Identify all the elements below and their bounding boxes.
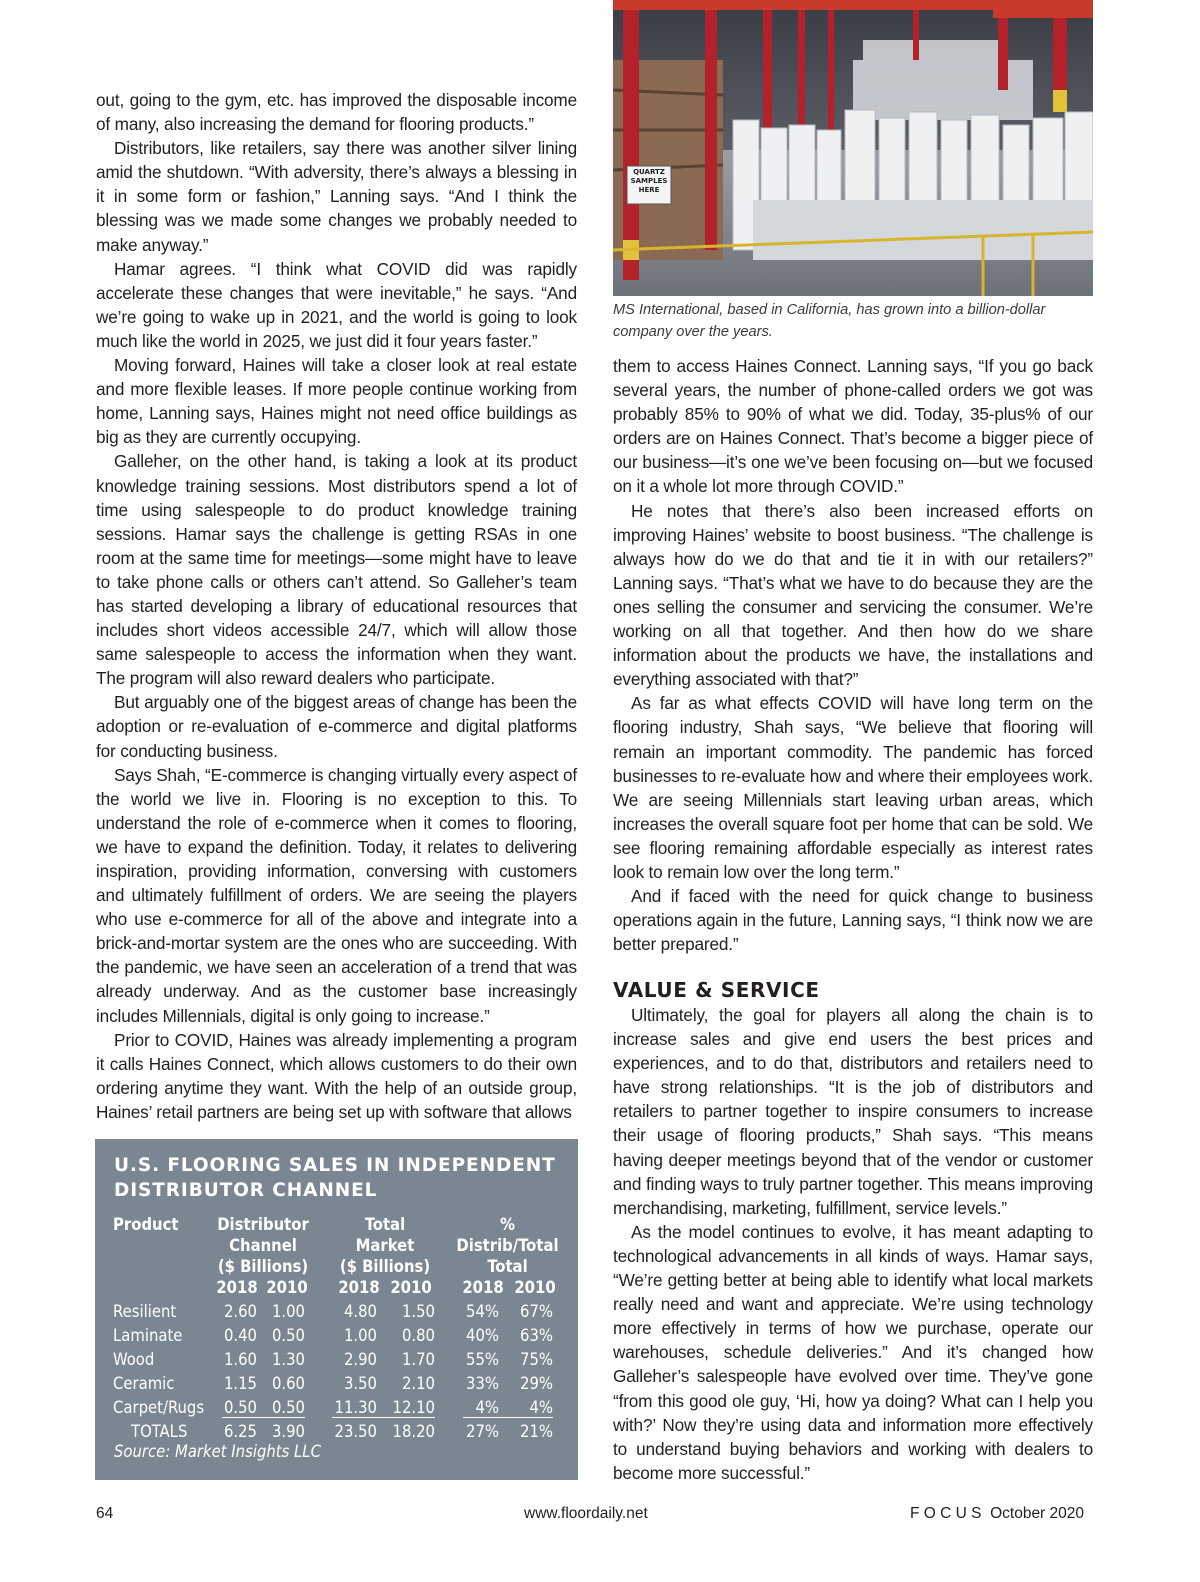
sum-rule bbox=[463, 1417, 553, 1418]
section-heading: VALUE & SERVICE bbox=[613, 978, 820, 1002]
photo-caption: MS International, based in California, has grown into a billion-dollar company over the years. bbox=[613, 302, 1046, 340]
row-value: 1.00 bbox=[343, 1326, 377, 1345]
header-percent: Distrib/Total bbox=[456, 1236, 559, 1255]
paragraph: Says Shah, “E-commerce is changing virtually every aspect of the world we live in. Flooring is no exception to this. To understand the role of e-commerce when it comes to flooring, we have to expand the definition. Today, it relates to delivering inspiration, providing information, conversing with customers and ultimately fulfillment of orders. We are seeing the players who use e-commerce for all of the above and integrate into a brick-and-mortar system are the ones who are succeeding. With the pandemic, we have seen an acceleration of a trend that was already underway. And as the customer base increasingly includes Millennials, digital is only going to increase.” bbox=[96, 764, 577, 1026]
sum-rule bbox=[222, 1417, 305, 1418]
article-right-column-top bbox=[613, 354, 1093, 956]
row-value: 63% bbox=[520, 1326, 553, 1345]
totals-value: 23.50 bbox=[334, 1422, 377, 1441]
paragraph: And if faced with the need for quick change to business operations again in the future, Lanning says, “I think now we are better prepared.” bbox=[613, 886, 1093, 955]
row-product: Carpet/Rugs bbox=[113, 1398, 205, 1417]
quartz-samples-sign: QUARTZ SAMPLES HERE bbox=[630, 168, 668, 194]
row-value: 40% bbox=[466, 1326, 499, 1345]
row-value: 4% bbox=[529, 1398, 553, 1417]
warehouse-photo bbox=[613, 0, 1093, 296]
paragraph: He notes that there’s also been increased efforts on improving Haines’ website to boost business. “The challenge is always how do we do that and tie it in with our retailers?” Lanning says. “That’s what we have to do because they are the ones selling the consumer and servicing the consumer. We’re working on all that together. And then how do we share information about the products we have, the installations and everything associated with that?” bbox=[613, 500, 1093, 690]
row-product: Laminate bbox=[113, 1326, 183, 1345]
table-title-line: DISTRIBUTOR CHANNEL bbox=[114, 1180, 378, 1201]
header-year: 2018 bbox=[338, 1278, 380, 1297]
paragraph: out, going to the gym, etc. has improved the disposable income of many, also increasing the demand for flooring products.” bbox=[96, 90, 577, 135]
row-value: 33% bbox=[466, 1374, 499, 1393]
paragraph: them to access Haines Connect. Lanning says, “If you go back several years, the number of phone-called orders we got was probably 85% to 90% of what we did. Today, 35-plus% of our orders are on Haines Connect. That’s become a bigger piece of our business—it’s one we’ve been focusing on—but we focused on it a whole lot more through COVID.” bbox=[613, 356, 1093, 497]
row-value: 2.60 bbox=[223, 1302, 257, 1321]
row-value: 0.50 bbox=[271, 1398, 305, 1417]
header-year: 2010 bbox=[390, 1278, 432, 1297]
website-link[interactable]: www.floordaily.net bbox=[524, 1505, 648, 1522]
paragraph: Distributors, like retailers, say there was another silver lining amid the shutdown. “With adversity, there’s always a blessing in it in some form or fashion,” Lanning says. “And I think the blessing was we made some changes we probably needed to make anyway.” bbox=[96, 138, 577, 255]
row-value: 54% bbox=[466, 1302, 499, 1321]
article-right-column-bottom bbox=[613, 1003, 1093, 1485]
row-value: 2.10 bbox=[401, 1374, 435, 1393]
row-value: 0.50 bbox=[223, 1398, 257, 1417]
paragraph: Moving forward, Haines will take a closer look at real estate and more flexible leases. If more people continue working from home, Lanning says, Haines might not need office buildings as big as they are currently occupying. bbox=[96, 355, 577, 448]
row-product: Wood bbox=[113, 1350, 155, 1369]
row-value: 2.90 bbox=[343, 1350, 377, 1369]
header-year: 2010 bbox=[514, 1278, 556, 1297]
row-value: 55% bbox=[466, 1350, 499, 1369]
paragraph: As the model continues to evolve, it has meant adapting to technological advancements in all kinds of ways. Hamar says, “We’re getting better at being able to identify what local markets really need and want and appreciate. We’re using technology more effectively in terms of how we purchase, operate our warehouses, schedule deliveries.” And it’s changed how Galleher’s salespeople have evolved over time. They’ve gone “from this good ole guy, ‘Hi, how ya doing? What can I help you with?’ Now they’re using data and information more effectively to understand buying behaviors and working with dealers to become more successful.” bbox=[613, 1221, 1093, 1483]
totals-value: 21% bbox=[520, 1422, 553, 1441]
row-value: 1.50 bbox=[401, 1302, 435, 1321]
row-value: 3.50 bbox=[343, 1374, 377, 1393]
row-product: Ceramic bbox=[113, 1374, 175, 1393]
header-distributor: Distributor bbox=[217, 1215, 309, 1234]
totals-value: 6.25 bbox=[223, 1422, 257, 1441]
table-title bbox=[114, 1153, 564, 1203]
paragraph: But arguably one of the biggest areas of change has been the adoption or re-evaluation of e-commerce and digital platforms for conducting business. bbox=[96, 692, 577, 761]
row-value: 75% bbox=[520, 1350, 553, 1369]
header-year: 2018 bbox=[216, 1278, 258, 1297]
row-value: 11.30 bbox=[334, 1398, 377, 1417]
paragraph: Hamar agrees. “I think what COVID did was rapidly accelerate these changes that were inevitable,” he says. “And we’re going to wake up in 2021, and the world is going to look much like the world in 2025, we just did it four years faster.” bbox=[96, 258, 577, 351]
row-value: 0.80 bbox=[401, 1326, 435, 1345]
header-percent: Total bbox=[487, 1257, 528, 1276]
header-market: Market bbox=[355, 1236, 415, 1255]
header-distributor: ($ Billions) bbox=[217, 1257, 309, 1276]
header-distributor: Channel bbox=[229, 1236, 297, 1255]
header-year: 2010 bbox=[266, 1278, 308, 1297]
header-product: Product bbox=[113, 1215, 179, 1234]
row-value: 12.10 bbox=[392, 1398, 435, 1417]
table-title-line: U.S. FLOORING SALES IN INDEPENDENT bbox=[114, 1155, 556, 1176]
table-source: Source: Market Insights LLC bbox=[114, 1442, 321, 1461]
row-value: 1.60 bbox=[223, 1350, 257, 1369]
paragraph: Ultimately, the goal for players all along the chain is to increase sales and give end users the best prices and experiences, and to do that, distributors and retailers need to have strong relationships. “It is the job of distributors and retailers to partner together to inspire consumers to increase their usage of flooring products,” Shah says. “This means having deeper meetings beyond that of the vendor or customer and finding ways to truly partner together. This means improving merchandising, marketing, fulfillment, service levels.” bbox=[613, 1005, 1093, 1218]
row-value: 0.40 bbox=[223, 1326, 257, 1345]
page-number: 64 bbox=[96, 1505, 114, 1522]
totals-value: 27% bbox=[466, 1422, 499, 1441]
row-value: 0.50 bbox=[271, 1326, 305, 1345]
totals-value: 18.20 bbox=[392, 1422, 435, 1441]
header-market: ($ Billions) bbox=[339, 1257, 431, 1276]
article-left-column bbox=[96, 88, 577, 1124]
header-percent: % bbox=[500, 1215, 515, 1234]
totals-value: 3.90 bbox=[271, 1422, 305, 1441]
row-value: 4% bbox=[475, 1398, 499, 1417]
row-value: 4.80 bbox=[343, 1302, 377, 1321]
row-value: 1.70 bbox=[401, 1350, 435, 1369]
paragraph: Galleher, on the other hand, is taking a look at its product knowledge training sessions. Most distributors spend a lot of time using salespeople to do product knowledge training sessions. Hamar says the challenge is getting RSAs in one room at the same time for meetings—some might have to leave to take phone calls or others can’t attend. So Galleher’s team has started developing a library of educational resources that includes short videos accessible 24/7, which will allow those same salespeople to access the information when they want. The program will also reward dealers who participate. bbox=[96, 451, 577, 689]
row-value: 1.30 bbox=[271, 1350, 305, 1369]
row-value: 29% bbox=[520, 1374, 553, 1393]
issue-label: F O C U S October 2020 bbox=[910, 1505, 1085, 1522]
header-market: Total bbox=[364, 1215, 406, 1234]
totals-label: TOTALS bbox=[131, 1422, 188, 1441]
flooring-sales-table bbox=[95, 1139, 578, 1480]
paragraph: Prior to COVID, Haines was already implementing a program it calls Haines Connect, which allows customers to do their own ordering anytime they want. With the help of an outside group, Haines’ retail partners are being set up with software that allows bbox=[96, 1029, 577, 1122]
row-value: 67% bbox=[520, 1302, 553, 1321]
row-product: Resilient bbox=[113, 1302, 177, 1321]
paragraph: As far as what effects COVID will have long term on the flooring industry, Shah says, “We believe that flooring will remain an important commodity. The pandemic has forced businesses to re-evaluate how and where their employees work. We are seeing Millennials start leaving urban areas, which increases the overall square foot per home that can be sold. We see flooring remaining affordable especially as interest rates look to remain low over the long term.” bbox=[613, 693, 1093, 882]
row-value: 1.15 bbox=[223, 1374, 257, 1393]
sum-rule bbox=[332, 1417, 435, 1418]
row-value: 1.00 bbox=[271, 1302, 305, 1321]
header-year: 2018 bbox=[462, 1278, 504, 1297]
row-value: 0.60 bbox=[271, 1374, 305, 1393]
